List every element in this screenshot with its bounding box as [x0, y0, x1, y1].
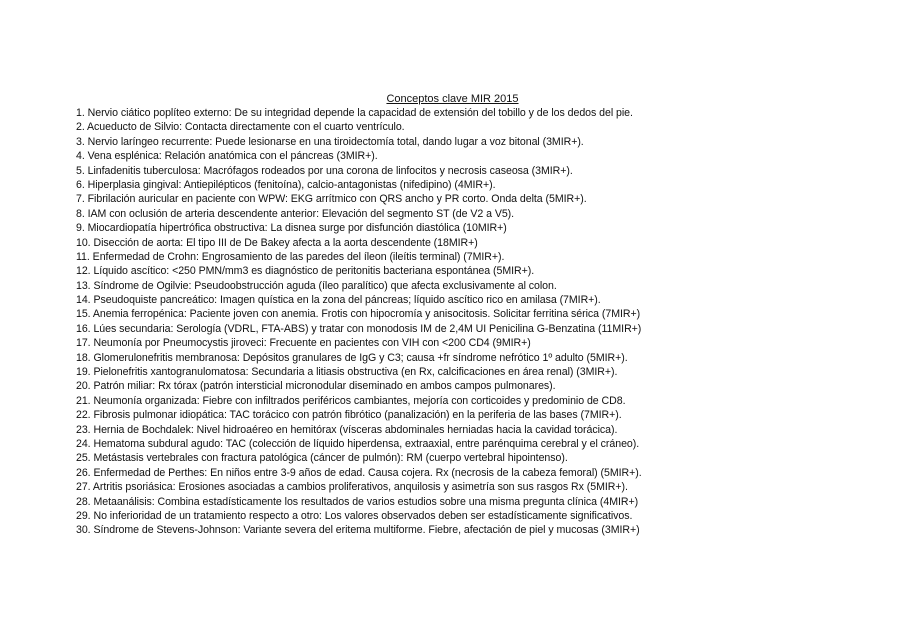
concept-item-29: 29. No inferioridad de un tratamiento respecto a otro: Los valores observados deben ser estadísticamente significativos.: [76, 509, 633, 522]
concept-item-26: 26. Enfermedad de Perthes: En niños entre 3-9 años de edad. Causa cojera. Rx (necrosis de la cabeza femoral) (5MIR+).: [76, 466, 642, 479]
concept-item-27: 27. Artritis psoriásica: Erosiones asociadas a cambios proliferativos, anquilosis y asimetría son sus rasgos Rx (5MIR+).: [76, 481, 628, 494]
concept-item-22: 22. Fibrosis pulmonar idiopática: TAC torácico con patrón fibrótico (panalización) en la periferia de las bases (7MIR+).: [76, 409, 622, 422]
concept-item-20: 20. Patrón miliar: Rx tórax (patrón intersticial micronodular diseminado en ambos campos pulmonares).: [76, 380, 556, 393]
concept-item-24: 24. Hematoma subdural agudo: TAC (colección de líquido hiperdensa, extraaxial, entre parénquima cerebral y el cráneo).: [76, 437, 640, 450]
concept-item-23: 23. Hernia de Bochdalek: Nivel hidroaéreo en hemitórax (vísceras abdominales herniadas hacia la cavidad torácica).: [76, 423, 618, 436]
concept-item-25: 25. Metástasis vertebrales con fractura patológica (cáncer de pulmón): RM (cuerpo vertebral hipointenso).: [76, 452, 568, 465]
concept-item-1: 1. Nervio ciático poplíteo externo: De su integridad depende la capacidad de extensión del tobillo y de los dedos del pie.: [76, 107, 633, 119]
concept-item-7: 7. Fibrilación auricular en paciente con WPW: EKG arrítmico con QRS ancho y PR corto. Onda delta (5MIR+).: [76, 193, 587, 206]
concept-item-12: 12. Líquido ascítico: <250 PMN/mm3 es diagnóstico de peritonitis bacteriana espontánea (5MIR+).: [76, 265, 535, 278]
concept-item-2: 2. Acueducto de Silvio: Contacta directamente con el cuarto ventrículo.: [76, 121, 405, 134]
concept-item-18: 18. Glomerulonefritis membranosa: Depósitos granulares de IgG y C3; causa +fr síndrome nefrótico 1º adulto (5MIR+).: [76, 351, 628, 364]
concept-item-19: 19. Pielonefritis xantogranulomatosa: Secundaria a litiasis obstructiva (en Rx, calcificaciones en área renal) (3MIR+).: [76, 366, 618, 379]
concept-item-9: 9. Miocardiopatía hipertrófica obstructiva: La disnea surge por disfunción diastólica (10MIR+): [76, 222, 507, 235]
concept-item-13: 13. Síndrome de Ogilvie: Pseudoobstrucción aguda (íleo paralítico) que afecta exclusivamente al colon.: [76, 279, 557, 292]
concept-item-8: 8. IAM con oclusión de arteria descendente anterior: Elevación del segmento ST (de V2 a V5).: [76, 207, 515, 220]
concept-item-17: 17. Neumonía por Pneumocystis jiroveci: Frecuente en pacientes con VIH con <200 CD4 (9MIR+): [76, 337, 531, 350]
concept-item-30: 30. Síndrome de Stevens-Johnson: Variante severa del eritema multiforme. Fiebre, afectación de piel y mucosas (3MIR+): [76, 524, 640, 537]
concept-item-4: 4. Vena esplénica: Relación anatómica con el páncreas (3MIR+).: [76, 150, 378, 163]
concept-item-11: 11. Enfermedad de Crohn: Engrosamiento de las paredes del íleon (ileítis terminal) (7MIR+).: [76, 250, 505, 263]
concept-item-6: 6. Hiperplasia gingival: Antiepilépticos (fenitoína), calcio-antagonistas (nifedipino) (4MIR+).: [76, 178, 496, 191]
concept-item-16: 16. Lúes secundaria: Serología (VDRL, FTA-ABS) y tratar con monodosis IM de 2,4M UI Penicilina G-Benzatina (11MIR+): [76, 322, 642, 335]
concept-item-3: 3. Nervio laríngeo recurrente: Puede lesionarse en una tiroidectomía total, dando lugar a voz bitonal (3MIR+).: [76, 135, 584, 148]
concept-item-14: 14. Pseudoquiste pancreático: Imagen quística en la zona del páncreas; líquido ascítico rico en amilasa (7MIR+).: [76, 294, 601, 307]
concept-list: [76, 106, 642, 538]
concept-item-10: 10. Disección de aorta: El tipo III de De Bakey afecta a la aorta descendente (18MIR+): [76, 236, 478, 249]
concept-item-15: 15. Anemia ferropénica: Paciente joven con anemia. Frotis con hipocromía y anisocitosis. Solicitar ferritina sérica (7MIR+): [76, 308, 641, 321]
concept-item-21: 21. Neumonía organizada: Fiebre con infiltrados periféricos cambiantes, mejoría con corticoides y predominio de CD8.: [76, 394, 626, 407]
concept-item-5: 5. Linfadenitis tuberculosa: Macrófagos rodeados por una corona de linfocitos y necrosis caseosa (3MIR+).: [76, 164, 573, 177]
document-title: Conceptos clave MIR 2015: [386, 93, 519, 105]
concept-item-28: 28. Metaanálisis: Combina estadísticamente los resultados de varios estudios sobre una misma pregunta clínica (4MIR+): [76, 495, 639, 508]
